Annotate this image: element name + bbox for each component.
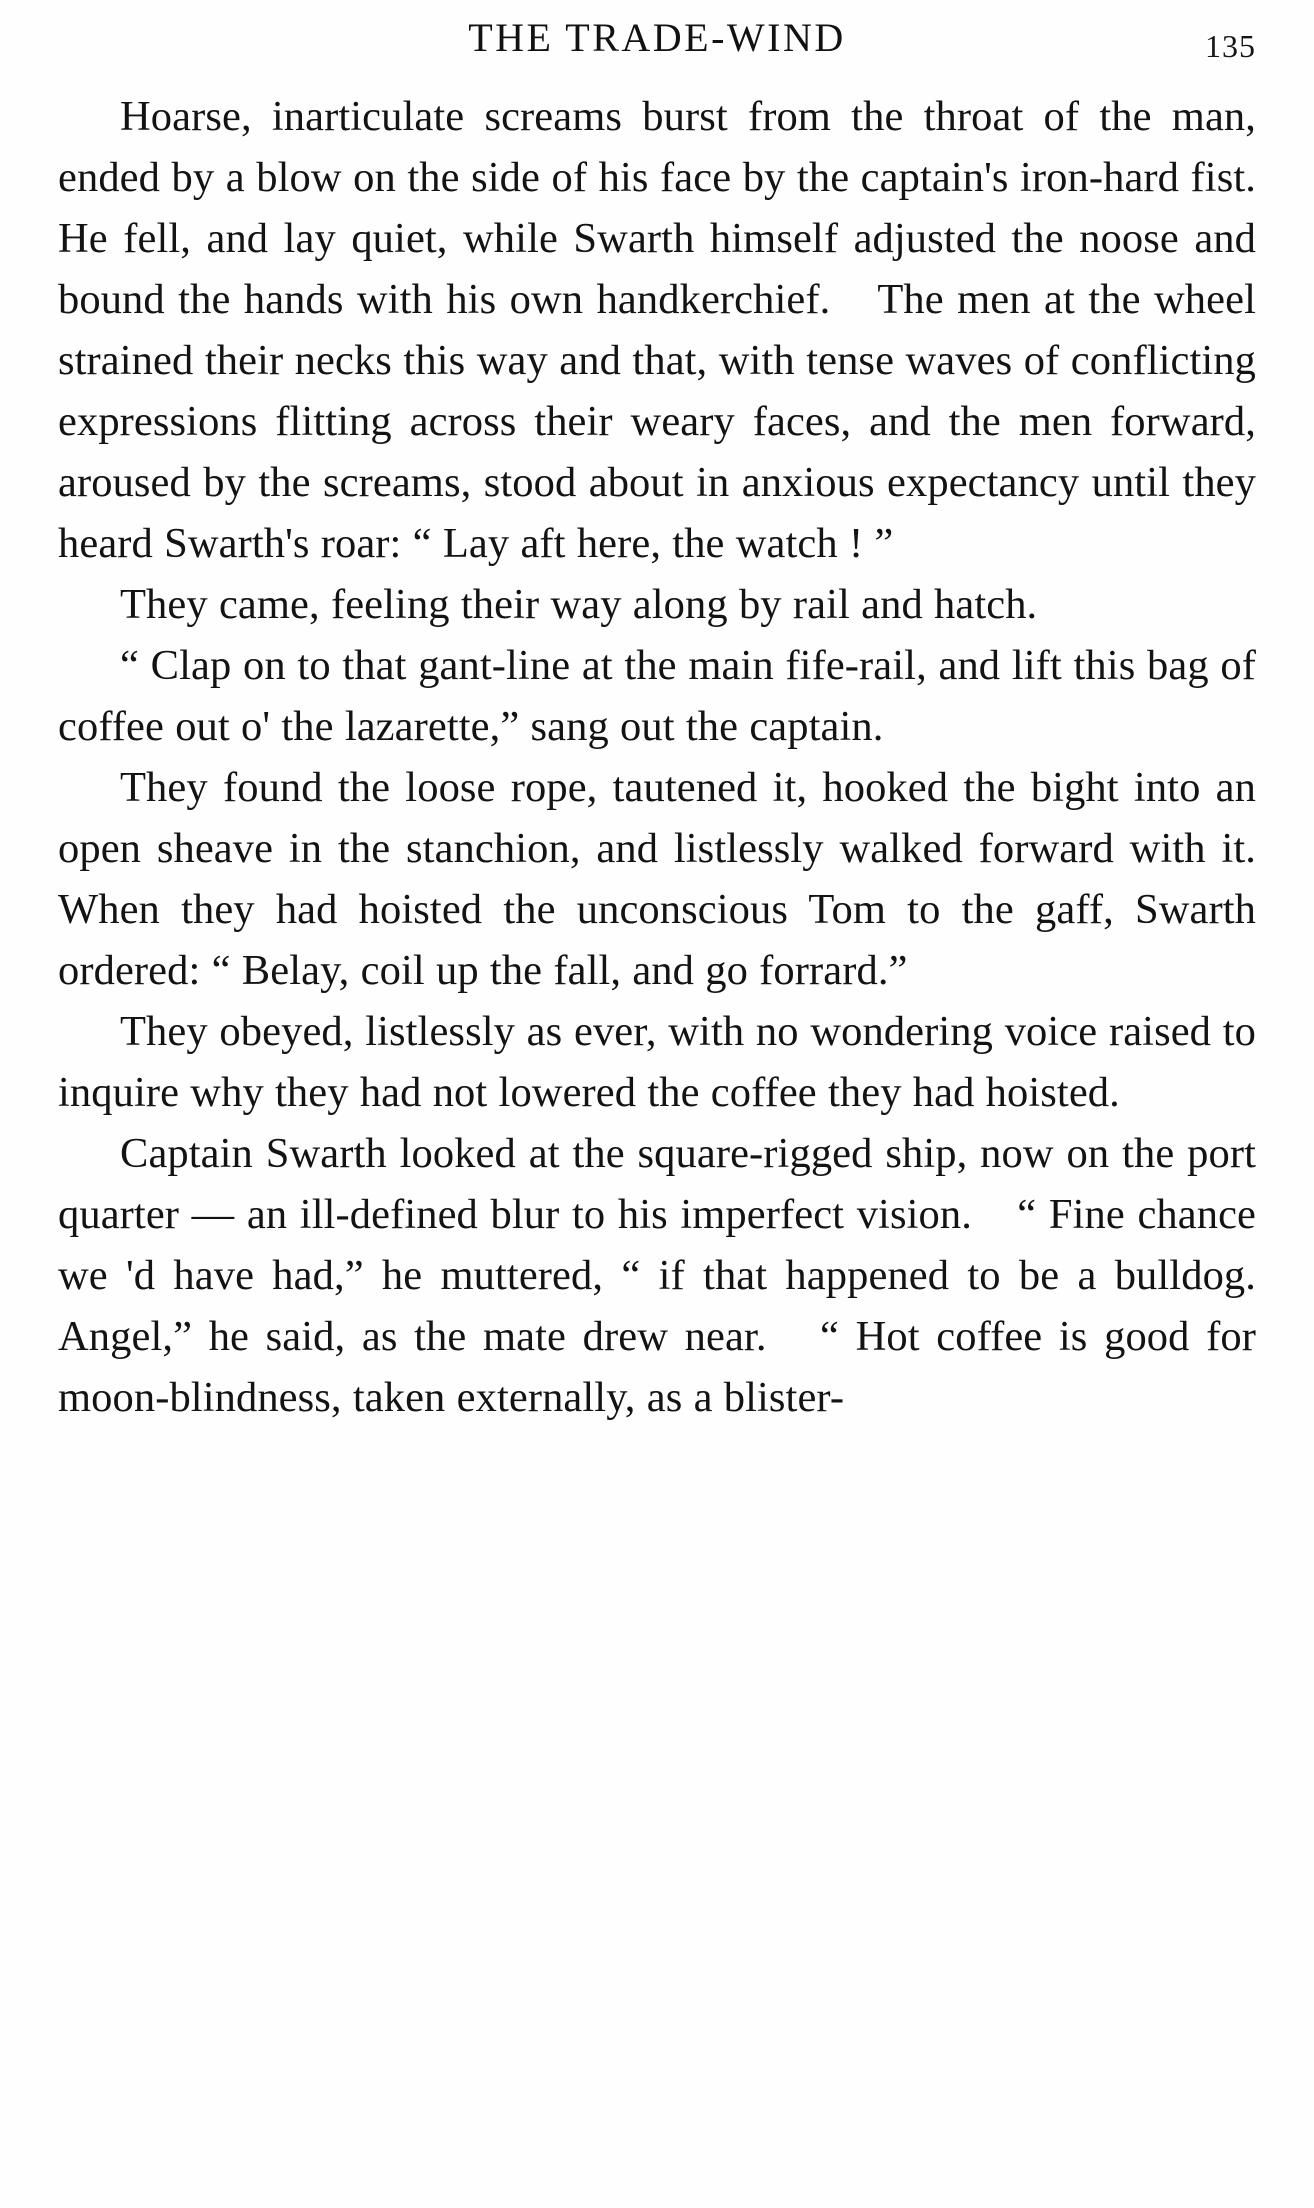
- paragraph: They found the loose rope, tautened it, hooked the bight into an open sheave in the stanchion, and listlessly walked forward with it. When they had hoisted the unconscious Tom to the gaff, Swarth ordered: “ Belay, coil up the fall, and go forrard.”: [58, 764, 1299, 994]
- paragraph: Hoarse, inarticulate screams burst from the throat of the man, ended by a blow on the side of his face by the captain's iron-hard fist. He fell, and lay quiet, while Swarth himself adjusted the noose and bound the hands with his own handkerchief. The men at the wheel strained their necks this way and that, with tense waves of conflicting expressions flitting across their weary faces, and the men forward, aroused by the screams, stood about in anxious expectancy until they heard Swarth's roar: “ Lay aft here, the watch ! ”: [58, 93, 1256, 567]
- running-head: THE TRADE-WIND: [468, 15, 846, 60]
- paragraph: They came, feeling their way along by rail and hatch.: [120, 581, 1038, 628]
- paragraph: Captain Swarth looked at the square-rigged ship, now on the port quarter — an ill-defined blur to his imperfect vision. “ Fine chance we 'd have had,” he muttered, “ if that happened to be a bulldog. Angel,” he said, as the mate drew near. “ Hot coffee is good for moon-blindness, taken externally, as a blister-: [58, 1130, 1299, 1421]
- page-header: [58, 0, 1256, 86]
- paragraph: “ Clap on to that gant-line at the main fife-rail, and lift this bag of coffee out o' the lazarette,” sang out the captain.: [58, 642, 1256, 750]
- paragraph: They obeyed, listlessly as ever, with no wondering voice raised to inquire why they had not lowered the coffee they had hoisted.: [58, 1008, 1256, 1116]
- page-number: 135: [1205, 28, 1256, 64]
- page-body: [58, 86, 1299, 1428]
